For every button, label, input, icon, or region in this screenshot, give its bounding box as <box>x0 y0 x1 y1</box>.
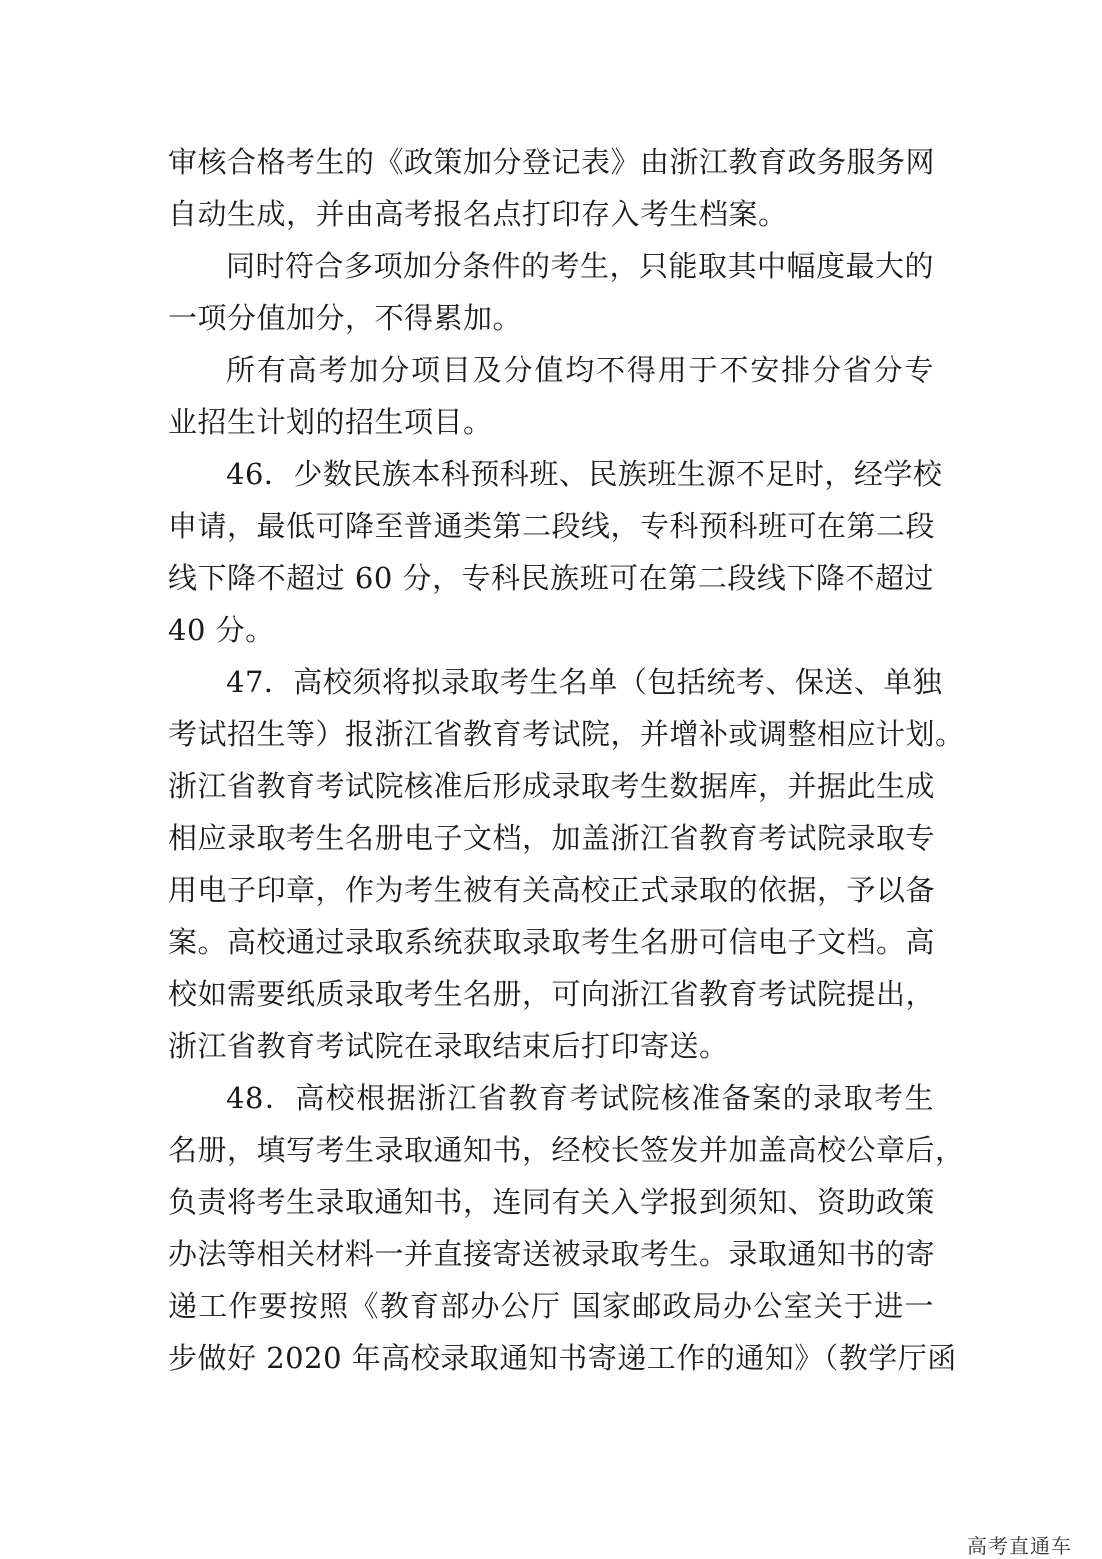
text-line: 办法等相关材料一并直接寄送被录取考生。录取通知书的寄 <box>168 1237 936 1271</box>
text-line: 递工作要按照《教育部办公厅 国家邮政局办公室关于进一 <box>168 1289 934 1323</box>
text-line: 46．少数民族本科预科班、民族班生源不足时，经学校 <box>226 457 943 491</box>
text-line: 浙江省教育考试院在录取结束后打印寄送。 <box>168 1029 729 1063</box>
text-line: 业招生计划的招生项目。 <box>168 405 493 439</box>
watermark-label: 高考直通车 <box>967 1534 1072 1558</box>
text-line: 一项分值加分，不得累加。 <box>168 301 523 335</box>
text-line: 步做好 2020 年高校录取通知书寄递工作的通知》（教学厅函 <box>168 1341 957 1375</box>
text-line: 自动生成，并由高考报名点打印存入考生档案。 <box>168 197 788 231</box>
text-line: 48．高校根据浙江省教育考试院核准备案的录取考生 <box>226 1081 934 1115</box>
text-line: 相应录取考生名册电子文档，加盖浙江省教育考试院录取专 <box>168 821 936 855</box>
text-line: 审核合格考生的《政策加分登记表》由浙江教育政务服务网 <box>168 145 936 179</box>
document-body <box>168 136 965 1384</box>
text-line: 案。高校通过录取系统获取录取考生名册可信电子文档。高 <box>168 925 936 959</box>
text-line: 名册，填写考生录取通知书，经校长签发并加盖高校公章后， <box>168 1133 965 1167</box>
text-line: 考试招生等）报浙江省教育考试院，并增补或调整相应计划。 <box>168 717 965 751</box>
text-line: 40 分。 <box>168 613 275 647</box>
text-line: 负责将考生录取通知书，连同有关入学报到须知、资助政策 <box>168 1185 936 1219</box>
text-line: 同时符合多项加分条件的考生，只能取其中幅度最大的 <box>226 249 935 283</box>
text-line: 浙江省教育考试院核准后形成录取考生数据库，并据此生成 <box>168 769 936 803</box>
text-line: 申请，最低可降至普通类第二段线，专科预科班可在第二段 <box>168 509 936 543</box>
text-line: 所有高考加分项目及分值均不得用于不安排分省分专 <box>226 353 934 387</box>
text-line: 线下降不超过 60 分，专科民族班可在第二段线下降不超过 <box>168 561 934 595</box>
text-line: 用电子印章，作为考生被有关高校正式录取的依据，予以备 <box>168 873 936 907</box>
text-line: 校如需要纸质录取考生名册，可向浙江省教育考试院提出， <box>168 977 936 1011</box>
text-line: 47．高校须将拟录取考生名单（包括统考、保送、单独 <box>226 665 943 699</box>
